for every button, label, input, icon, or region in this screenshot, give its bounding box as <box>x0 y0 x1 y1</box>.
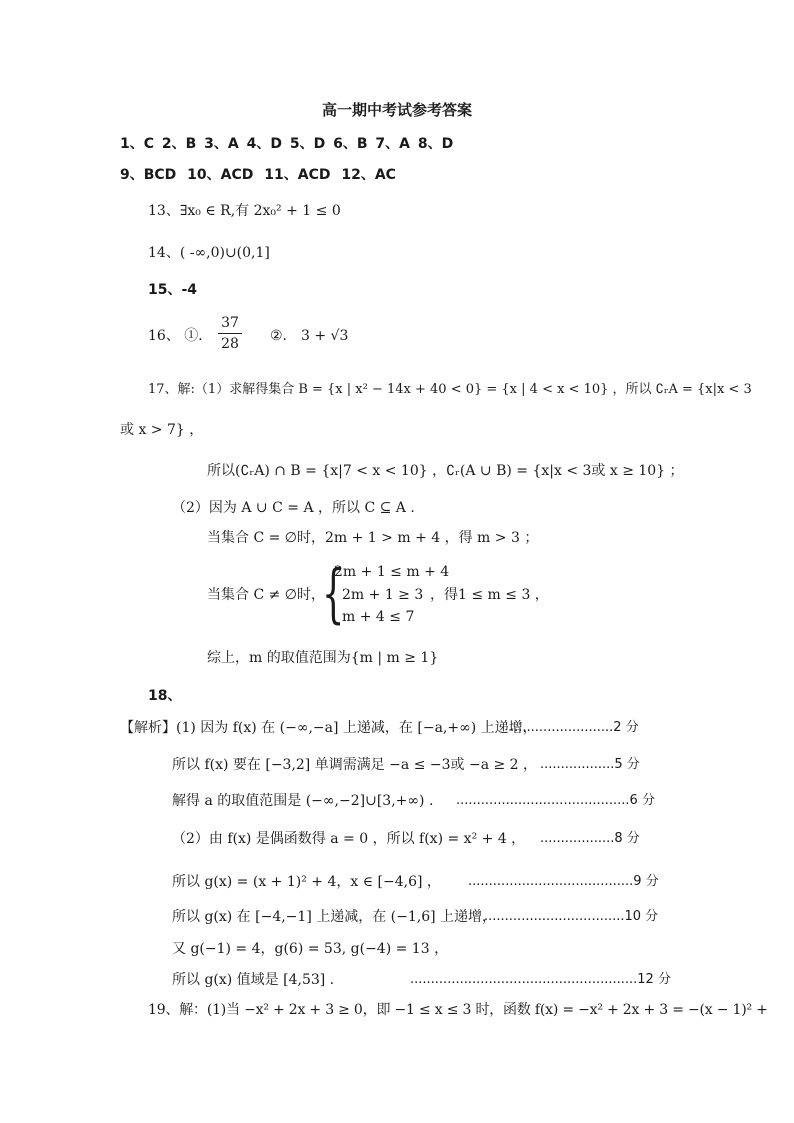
fraction-denominator: 28 <box>221 336 239 352</box>
answer-18-label: 18、 <box>148 688 182 704</box>
answer-16-part2: ②． 3 + √3 <box>270 328 349 344</box>
answer-14: 14、( -∞,0)∪(0,1] <box>148 245 270 261</box>
score-6: ..................................10 分 <box>484 909 659 924</box>
answer-18-line-4: （2）由 f(x) 是偶函数得 a = 0 ，所以 f(x) = x² + 4 ， <box>172 831 526 847</box>
answer-17-line4: （2）因为 A ∪ C = A ，所以 C ⊆ A . <box>172 500 415 516</box>
mc-answers-1: 1、C 2、B 3、A 4、D 5、D 6、B 7、A 8、D <box>120 136 454 152</box>
score-4: ..................8 分 <box>540 831 640 846</box>
answer-13: 13、∃x₀ ∈ R,有 2x₀² + 1 ≤ 0 <box>148 203 341 219</box>
answer-18-line-1: 【解析】(1) 因为 f(x) 在 (−∞,−a] 上递减，在 [−a,+∞) 上递增， <box>120 720 537 736</box>
system-brace: { <box>322 557 345 631</box>
page-title: 高一期中考试参考答案 <box>321 101 472 119</box>
answer-18-line-3: 解得 a 的取值范围是 (−∞,−2]∪[3,+∞) . <box>172 793 434 809</box>
system-eq-1: 2m + 1 ≤ m + 4 <box>334 564 450 580</box>
score-2: ..................5 分 <box>540 757 640 772</box>
score-3: ..........................................6 分 <box>456 793 655 808</box>
answer-17-case-result: ，得1 ≤ m ≤ 3 ， <box>430 587 549 603</box>
mc-answers-2: 9、BCD 10、ACD 11、ACD 12、AC <box>120 167 396 183</box>
answer-17-line5: 当集合 C = ∅时，2m + 1 > m + 4 ，得 m > 3 ； <box>207 530 539 546</box>
answer-16-fraction <box>218 314 242 353</box>
answer-17-line1: 17、解:（1）求解得集合 B = {x | x² − 14x + 40 < 0} = {x | 4 < x < 10} ，所以 ∁ᵣA = {x|x < 3 <box>148 382 752 397</box>
score-5: ........................................9 分 <box>468 874 659 889</box>
answer-18-line-5: 所以 g(x) = (x + 1)² + 4，x ∈ [−4,6] ， <box>172 874 441 890</box>
answer-16-label: 16、 ①． <box>148 328 213 344</box>
answer-18-line-8: 所以 g(x) 值域是 [4,53] . <box>172 972 335 988</box>
system-eq-3: m + 4 ≤ 7 <box>342 609 415 625</box>
answer-18-line-6: 所以 g(x) 在 [−4,−1] 上递减，在 (−1,6] 上递增， <box>172 909 497 925</box>
answer-17-line3: 所以(∁ᵣA) ∩ B = {x|7 < x < 10} ，∁ᵣ(A ∪ B) = {x|x < 3或 x ≥ 10} ； <box>207 463 684 479</box>
score-8: .......................................................12 分 <box>410 972 671 987</box>
answer-15: 15、-4 <box>148 282 198 298</box>
fraction-numerator: 37 <box>221 315 239 331</box>
answer-18-line-2: 所以 f(x) 要在 [−3,2] 单调需满足 −a ≤ −3或 −a ≥ 2 ， <box>172 757 538 773</box>
answer-18-line-7: 又 g(−1) = 4，g(6) = 53, g(−4) = 13 ， <box>172 941 449 957</box>
system-eq-2: 2m + 1 ≥ 3 <box>342 587 424 603</box>
answer-19-line1: 19、解：(1)当 −x² + 2x + 3 ≥ 0，即 −1 ≤ x ≤ 3 时，函数 f(x) = −x² + 2x + 3 = −(x − 1)² + <box>148 1002 768 1018</box>
score-1: .........................2 分 <box>510 720 639 735</box>
answer-17-line2: 或 x > 7} ， <box>120 422 204 438</box>
fraction-bar <box>218 333 242 334</box>
answer-17-case-label: 当集合 C ≠ ∅时， <box>207 587 325 603</box>
answer-17-final: 综上，m 的取值范围为{m | m ≥ 1} <box>207 650 439 666</box>
